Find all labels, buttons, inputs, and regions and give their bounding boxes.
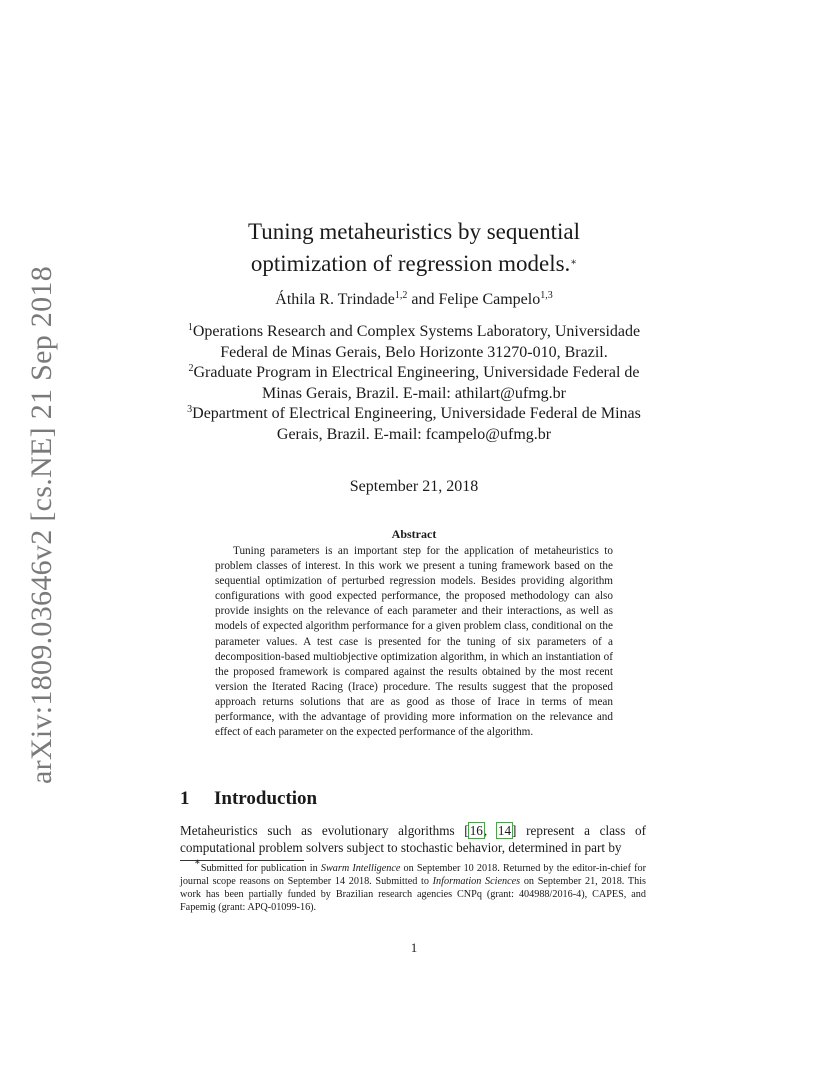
footnote-text-part: on September 10 2018. Returned by the editor-in-chief for journal scope reasons on September 14 2018. Submitted to	[180, 863, 646, 887]
author-name: Áthila R. Trindade	[275, 291, 395, 308]
page-number: 1	[410, 940, 418, 955]
affiliation	[178, 404, 650, 445]
title-line-2-text: optimization of regression models.	[250, 251, 571, 276]
author-affiliation-mark: 1,3	[540, 290, 553, 301]
abstract-text: Tuning parameters is an important step for the application of metaheuristics to problem classes of interest. In this work we present a tuning framework based on the sequential optimization of perturbed regression models. Besides providing algorithm configurations with good expected performance, the proposed methodology can also provide insights on the relevance of each parameter and their interactions, as well as models of expected algorithm performance for a given problem class, conditional on the parameter values. A test case is presented for the tuning of six parameters of a decomposition-based multiobjective optimization algorithm, in which an instantiation of the proposed framework is compared against the results obtained by the most recent version the Iterated Racing (Irace) procedure. The results suggest that the proposed approach returns solutions that are as good as those of Irace in terms of mean performance, with the advantage of providing more information on the relevance and effect of each parameter on the expected performance of the algorithm.	[215, 545, 613, 739]
title-footnote-mark: ∗	[570, 257, 578, 268]
title-line-2	[0, 248, 828, 280]
citation-link-14[interactable]: 14	[497, 823, 512, 838]
footnote-text-part: Submitted for publication in	[200, 863, 321, 874]
intro-text-rest: represent a class of computational problem solvers subject to stochastic behavior, determined in part by	[180, 823, 646, 855]
author-name: Felipe Campelo	[438, 291, 541, 308]
affiliation-text: Graduate Program in Electrical Engineering, Universidade Federal de Minas Gerais, Brazil. E-mail: athilart@ufmg.br	[193, 364, 640, 402]
author-connector: and	[407, 291, 439, 308]
section-title: Introduction	[214, 788, 318, 809]
section-heading	[180, 786, 317, 812]
citation-bracket-close: ]	[512, 823, 517, 838]
footnote-mark: ∗	[194, 857, 201, 868]
arxiv-identifier-stamp: arXiv:1809.03646v2 [cs.NE] 21 Sep 2018	[25, 265, 58, 785]
section-number: 1	[180, 788, 190, 809]
affiliation	[178, 322, 650, 363]
footnote	[180, 857, 646, 914]
citation-link-16[interactable]: 16	[469, 823, 483, 838]
title-line-1: Tuning metaheuristics by sequential	[248, 219, 580, 244]
affiliation	[178, 363, 650, 404]
footnote-journal-name: Information Sciences	[432, 876, 521, 887]
affiliation-text: Department of Electrical Engineering, Universidade Federal de Minas Gerais, Brazil. E-mail: fcampelo@ufmg.br	[192, 405, 641, 443]
footnote-journal-name: Swarm Intelligence	[320, 863, 401, 874]
citation-bracket-open: [	[464, 823, 469, 838]
author-list	[0, 288, 828, 312]
affiliation-mark: 3	[187, 404, 193, 415]
paper-date: September 21, 2018	[349, 478, 479, 495]
intro-text-start: Metaheuristics such as evolutionary algorithms	[180, 823, 465, 838]
paper-title	[0, 216, 828, 280]
citation-separator: ,	[483, 823, 497, 838]
affiliation-block	[178, 322, 650, 445]
author-affiliation-mark: 1,2	[394, 290, 408, 301]
footnote-text-part: on September 21, 2018. This work has been partially funded by Brazilian research agencies CNPq (grant: 404988/2016-4), CAPES, and Fapemig (grant: APQ-01099-16).	[180, 876, 646, 913]
abstract-heading: Abstract	[391, 527, 437, 541]
affiliation-text: Operations Research and Complex Systems Laboratory, Universidade Federal de Minas Gerais, Belo Horizonte 31270-010, Brazil.	[192, 323, 641, 361]
introduction-paragraph	[180, 822, 646, 856]
affiliation-mark: 2	[188, 363, 194, 374]
affiliation-mark: 1	[187, 322, 193, 333]
